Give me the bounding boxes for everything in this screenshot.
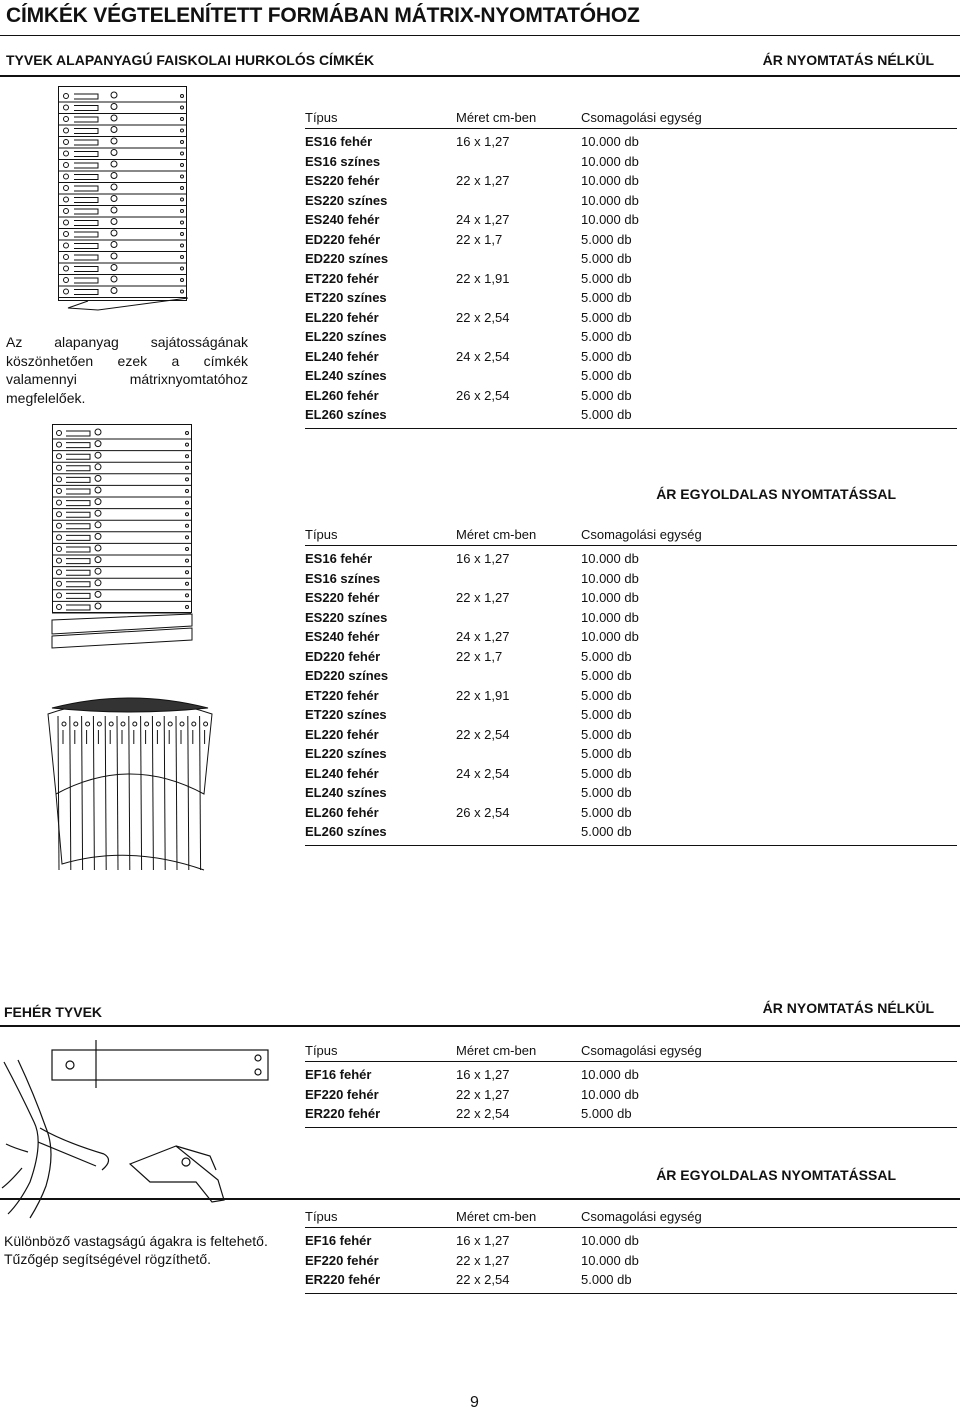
title-divider — [0, 35, 960, 36]
col-header-type: Típus — [305, 1209, 338, 1224]
table-row — [305, 648, 957, 668]
col-header-size: Méret cm-ben — [456, 1043, 537, 1058]
cell-pack: 5.000 db — [581, 824, 632, 839]
col-header-pack: Csomagolási egység — [581, 1209, 702, 1224]
table-row — [305, 570, 957, 590]
cell-size: 24 x 1,27 — [456, 629, 510, 644]
cell-type: EF220 fehér — [305, 1086, 379, 1102]
table-row — [305, 765, 957, 785]
cell-type: EL220 színes — [305, 746, 387, 761]
cell-size: 22 x 1,27 — [456, 590, 510, 605]
cell-type: ES240 fehér — [305, 629, 380, 644]
cell-type: ES16 fehér — [305, 134, 373, 149]
col-header-size: Méret cm-ben — [456, 527, 537, 542]
cell-pack: 10.000 db — [581, 1252, 639, 1268]
cell-size: 22 x 1,91 — [456, 270, 510, 286]
cell-type: ES220 fehér — [305, 590, 380, 605]
cell-type: ES220 színes — [305, 609, 388, 625]
table-row — [305, 367, 957, 387]
section1-description: Az alapanyag sajátosságának köszönhetően ezek a címkék valamennyi mátrixnyomtatóhoz megfelelőek. — [6, 334, 248, 406]
cell-pack: 5.000 db — [581, 765, 632, 781]
cell-type: EF16 fehér — [305, 1233, 372, 1248]
note-line-2: Tűzőgép segítségével rögzíthető. — [4, 1251, 212, 1267]
col-header-size: Méret cm-ben — [456, 110, 537, 125]
col-header-type: Típus — [305, 110, 338, 125]
cell-pack: 5.000 db — [581, 648, 632, 664]
cell-pack: 10.000 db — [581, 609, 639, 625]
cell-type: ET220 fehér — [305, 687, 379, 703]
page-number: 9 — [470, 1394, 479, 1411]
table-row — [305, 804, 957, 824]
table-row — [305, 387, 957, 407]
cell-size: 22 x 1,27 — [456, 1252, 510, 1268]
cell-type: EL240 színes — [305, 785, 387, 800]
cell-type: ED220 színes — [305, 668, 389, 683]
cell-pack: 10.000 db — [581, 153, 639, 169]
table-row — [305, 745, 957, 765]
col-header-pack: Csomagolási egység — [581, 110, 702, 125]
table-row — [305, 706, 957, 726]
cell-type: EL260 fehér — [305, 804, 379, 820]
cell-size: 22 x 1,91 — [456, 687, 510, 703]
cell-type: ES16 fehér — [305, 551, 373, 566]
table-row — [305, 726, 957, 746]
cell-size: 16 x 1,27 — [456, 551, 510, 566]
table-row — [305, 1086, 957, 1106]
cell-pack: 5.000 db — [581, 726, 632, 742]
col-header-pack: Csomagolási egység — [581, 527, 702, 542]
cell-size: 26 x 2,54 — [456, 387, 510, 403]
cell-pack: 5.000 db — [581, 407, 632, 422]
table-row — [305, 628, 957, 648]
table-row — [305, 153, 957, 173]
cell-pack: 10.000 db — [581, 629, 639, 644]
table-row — [305, 231, 957, 251]
note-line-1: Különböző vastagságú ágakra is feltehető. — [4, 1233, 268, 1249]
cell-pack: 5.000 db — [581, 1106, 632, 1121]
loop-tags-illustration-icon — [58, 86, 190, 311]
cell-pack: 10.000 db — [581, 570, 639, 586]
cell-type: EL240 fehér — [305, 348, 379, 364]
cell-pack: 5.000 db — [581, 746, 632, 761]
table4-heading: ÁR EGYOLDALAS NYOMTATÁSSAL — [656, 1167, 896, 1183]
table-row — [305, 348, 957, 368]
cell-size: 22 x 1,27 — [456, 1086, 510, 1102]
cell-type: ET220 színes — [305, 707, 387, 722]
section2-divider — [0, 1025, 960, 1027]
table-row — [305, 192, 957, 212]
table-row — [305, 250, 957, 270]
cell-pack: 5.000 db — [581, 687, 632, 703]
table3-heading: ÁR NYOMTATÁS NÉLKÜL — [762, 1000, 934, 1016]
cell-type: EL240 fehér — [305, 765, 379, 781]
col-header-type: Típus — [305, 527, 338, 542]
section2b-divider — [0, 1198, 960, 1200]
table-row — [305, 1252, 957, 1272]
cell-type: EL260 színes — [305, 407, 387, 422]
cell-type: EL260 színes — [305, 824, 387, 839]
cell-size: 24 x 2,54 — [456, 348, 510, 364]
cell-size: 16 x 1,27 — [456, 1067, 510, 1082]
cell-type: EL220 fehér — [305, 309, 379, 325]
cell-pack: 5.000 db — [581, 368, 632, 383]
cell-type: ES220 fehér — [305, 173, 380, 188]
cell-pack: 5.000 db — [581, 348, 632, 364]
cell-type: ES220 színes — [305, 192, 388, 208]
cell-type: ER220 fehér — [305, 1106, 381, 1121]
cell-pack: 5.000 db — [581, 290, 632, 305]
table-row — [305, 609, 957, 629]
cell-type: ET220 fehér — [305, 270, 379, 286]
table-row — [305, 1066, 957, 1086]
tag-roll-illustration-icon — [44, 694, 216, 872]
table-row — [305, 309, 957, 329]
cell-type: ED220 fehér — [305, 648, 381, 664]
section2-note — [4, 1232, 268, 1268]
section2-subtitle: FEHÉR TYVEK — [4, 1004, 103, 1020]
table3 — [305, 1043, 957, 1128]
branch-tag-stapler-illustration-icon — [0, 1032, 275, 1222]
table1-heading: ÁR NYOMTATÁS NÉLKÜL — [762, 52, 934, 68]
cell-size: 26 x 2,54 — [456, 804, 510, 820]
cell-size: 24 x 1,27 — [456, 212, 510, 227]
cell-type: ES16 színes — [305, 570, 381, 586]
cell-size: 22 x 2,54 — [456, 726, 510, 742]
cell-pack: 5.000 db — [581, 785, 632, 800]
table-row — [305, 406, 957, 426]
cell-size: 16 x 1,27 — [456, 1233, 510, 1248]
table-row — [305, 823, 957, 843]
cell-type: ED220 fehér — [305, 231, 381, 247]
cell-pack: 10.000 db — [581, 590, 639, 605]
table-row — [305, 270, 957, 290]
cell-pack: 5.000 db — [581, 668, 632, 683]
cell-pack: 5.000 db — [581, 804, 632, 820]
fanfold-tags-illustration-icon — [52, 424, 194, 656]
table2 — [305, 527, 957, 846]
cell-pack: 10.000 db — [581, 173, 639, 188]
cell-type: ER220 fehér — [305, 1272, 381, 1287]
cell-pack: 10.000 db — [581, 551, 639, 566]
page-title: CÍMKÉK VÉGTELENÍTETT FORMÁBAN MÁTRIX-NYOMTATÓHOZ — [6, 4, 640, 27]
cell-pack: 10.000 db — [581, 1233, 639, 1248]
cell-pack: 5.000 db — [581, 309, 632, 325]
cell-size: 22 x 1,7 — [456, 648, 503, 664]
cell-pack: 10.000 db — [581, 1086, 639, 1102]
cell-size: 22 x 1,27 — [456, 173, 510, 188]
cell-type: EL260 fehér — [305, 387, 379, 403]
table-row — [305, 784, 957, 804]
table-row — [305, 289, 957, 309]
cell-pack: 10.000 db — [581, 134, 639, 149]
cell-type: EL240 színes — [305, 368, 387, 383]
col-header-pack: Csomagolási egység — [581, 1043, 702, 1058]
cell-type: EL220 fehér — [305, 726, 379, 742]
cell-type: ET220 színes — [305, 290, 387, 305]
cell-type: EF16 fehér — [305, 1067, 372, 1082]
section1-divider — [0, 75, 960, 77]
table-row — [305, 133, 957, 153]
cell-type: ED220 színes — [305, 251, 389, 266]
cell-pack: 5.000 db — [581, 270, 632, 286]
cell-pack: 10.000 db — [581, 1067, 639, 1082]
cell-pack: 5.000 db — [581, 231, 632, 247]
table-row — [305, 1105, 957, 1125]
cell-pack: 10.000 db — [581, 212, 639, 227]
table1 — [305, 110, 957, 429]
cell-size: 22 x 2,54 — [456, 1106, 510, 1121]
cell-pack: 5.000 db — [581, 707, 632, 722]
table-row — [305, 211, 957, 231]
table-row — [305, 687, 957, 707]
cell-size: 22 x 2,54 — [456, 309, 510, 325]
table-row — [305, 1271, 957, 1291]
table-row — [305, 550, 957, 570]
section1-subtitle: TYVEK ALAPANYAGÚ FAISKOLAI HURKOLÓS CÍMKÉK — [6, 52, 375, 68]
table4 — [305, 1209, 957, 1294]
cell-pack: 5.000 db — [581, 251, 632, 266]
cell-size: 22 x 2,54 — [456, 1272, 510, 1287]
cell-type: EL220 színes — [305, 329, 387, 344]
table-row — [305, 589, 957, 609]
col-header-type: Típus — [305, 1043, 338, 1058]
cell-pack: 5.000 db — [581, 1272, 632, 1287]
table-row — [305, 667, 957, 687]
table-row — [305, 1232, 957, 1252]
cell-pack: 5.000 db — [581, 387, 632, 403]
table-row — [305, 172, 957, 192]
cell-size: 24 x 2,54 — [456, 765, 510, 781]
table-row — [305, 328, 957, 348]
cell-pack: 10.000 db — [581, 192, 639, 208]
cell-size: 22 x 1,7 — [456, 231, 503, 247]
cell-type: ES16 színes — [305, 153, 381, 169]
cell-size: 16 x 1,27 — [456, 134, 510, 149]
table2-heading: ÁR EGYOLDALAS NYOMTATÁSSAL — [656, 486, 896, 502]
col-header-size: Méret cm-ben — [456, 1209, 537, 1224]
cell-pack: 5.000 db — [581, 329, 632, 344]
cell-type: ES240 fehér — [305, 212, 380, 227]
cell-type: EF220 fehér — [305, 1252, 379, 1268]
